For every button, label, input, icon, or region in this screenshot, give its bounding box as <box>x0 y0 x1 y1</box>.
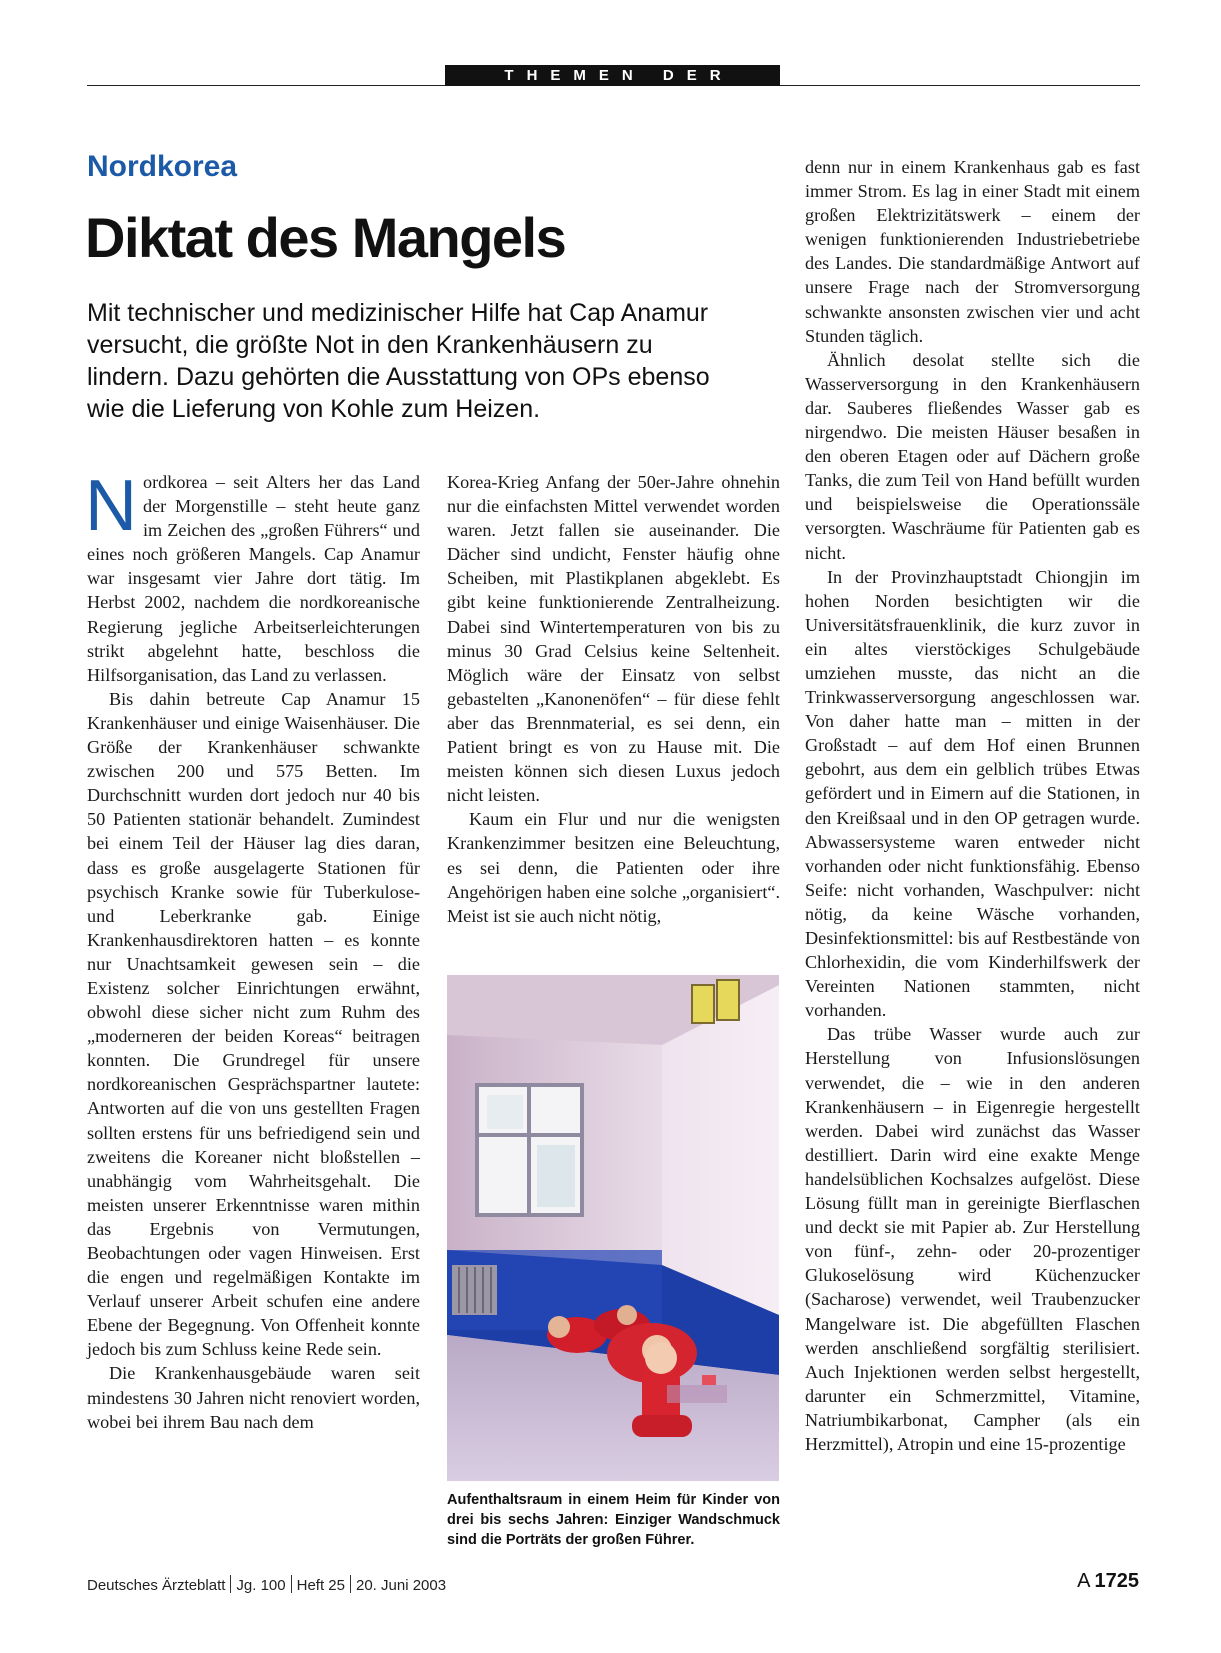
paragraph: Die Krankenhausgebäude waren seit mindestens 30 Jahren nicht renoviert worden, wobei bei ihrem Bau nach dem <box>87 1363 420 1432</box>
article-photo <box>447 975 779 1481</box>
footer-citation <box>87 1575 446 1594</box>
volume: Jg. 100 <box>236 1577 286 1594</box>
text-column-1 <box>85 466 420 1434</box>
article-kicker: Nordkorea <box>87 150 238 183</box>
text-column-3 <box>805 155 1140 1456</box>
paragraph: In der Provinzhauptstadt Chiongjin im hohen Norden besichtigten wir die Universitätsfrauenklinik, die kurz zuvor in ein altes vierstöckiges Schulgebäude umziehen musste, das nicht an die Trinkwasserversorgung angeschlossen war. Von daher hatte man – mitten in der Großstadt – auf dem Hof einen Brunnen gebohrt, aus dem ein gelblich trübes Etwas gefördert und in Eimern auf die Stationen, in den Kreißsaal und in den OP getragen wurde. Abwassersysteme waren entweder nicht vorhanden oder nicht funktionsfähig. Ebenso Seife: nicht vorhanden, Waschpulver: nicht nötig, da keine Wäsche vorhanden, Desinfektionsmittel: bis auf Restbestände von Chlorhexidin, die vom Kinderhilfswerk der Vereinten Nationen stammten, nicht vorhanden. <box>805 566 1140 1021</box>
section-banner: THEMEN DER ZEIT <box>445 65 780 86</box>
page-prefix: A <box>1077 1570 1091 1592</box>
separator <box>230 1575 231 1593</box>
page-number-value: 1725 <box>1094 1570 1139 1592</box>
paragraph: denn nur in einem Krankenhaus gab es fast immer Strom. Es lag in einer Stadt mit einem großen Elektrizitätswerk – einem der wenigen funktionierenden Industriebetriebe des Landes. Die standardmäßige Antwort auf unsere Frage nach der Stromversorgung schwankte ansonsten zwischen vier und acht Stunden täglich. <box>805 157 1140 346</box>
issue-date: 20. Juni 2003 <box>356 1577 447 1594</box>
separator <box>350 1575 351 1593</box>
article-lead: Mit technischer und medizinischer Hilfe hat Cap Anamur versucht, die größte Not in den Krankenhäusern zu lindern. Dazu gehörten die Ausstattung von OPs ebenso wie die Lieferung von Kohle zum Heizen. <box>87 299 710 423</box>
drop-cap: N <box>85 466 137 546</box>
photo-caption: Aufenthaltsraum in einem Heim für Kinder von drei bis sechs Jahren: Einziger Wandschmuck sind die Porträts der großen Führer. <box>447 1492 780 1548</box>
page-number <box>1077 1570 1139 1593</box>
journal-name: Deutsches Ärzteblatt <box>87 1577 226 1594</box>
paragraph: Das trübe Wasser wurde auch zur Herstellung von Infusionslösungen verwendet, die – wie in den anderen Krankenhäusern – in Eigenregie hergestellt werden. Dabei wird zunächst das Wasser destilliert. Darin wird eine exakte Menge handelsüblichen Kochsalzes aufgelöst. Diese Lösung füllt man in gereinigte Bierflaschen und deckt sie mit Papier ab. Zur Herstellung von fünf-, zehn- oder 20-prozentiger Glukoselösung wird Küchenzucker (Sacharose) verwendet, weil Traubenzucker Mangelware ist. Die abgefüllten Flaschen werden anschließend sorgfältig sterilisiert. Auch Injektionen werden selbst hergestellt, darunter ein Schmerzmittel, Vitamine, Natriumbikarbonat, Campher (als ein Herzmittel), Atropin und eine 15-prozentige <box>805 1024 1140 1454</box>
issue: Heft 25 <box>296 1577 345 1594</box>
paragraph: Kaum ein Flur und nur die wenigsten Krankenzimmer besitzen eine Beleuchtung, es sei denn, die Patienten oder ihre Angehörigen haben eine solche „organisiert“. Meist ist sie auch nicht nötig, <box>447 809 780 926</box>
photo-children-room <box>447 975 779 1481</box>
paragraph: Korea-Krieg Anfang der 50er-Jahre ohnehin nur die einfachsten Mittel verwendet worden waren. Jetzt fallen sie auseinander. Die Dächer sind undicht, Fenster häufig ohne Scheiben, mit Plastikplanen abgeklebt. Es gibt keine funktionierende Zentralheizung. Dabei sind Wintertemperaturen von bis zu minus 30 Grad Celsius keine Seltenheit. Möglich wäre der Einsatz von selbst gebastelten „Kanonenöfen“ – für diese fehlt aber das Brennmaterial, es sei denn, ein Patient bringt es von zu Hause mit. Die meisten können sich diesen Luxus jedoch nicht leisten. <box>447 472 780 806</box>
text-column-2 <box>447 470 780 928</box>
paragraph: Bis dahin betreute Cap Anamur 15 Krankenhäuser und einige Waisenhäuser. Die Größe der Krankenhäuser schwankte zwischen 200 und 575 Betten. Im Durchschnitt wurden dort jedoch nur 40 bis 50 Patienten stationär behandelt. Zumindest bei einem Teil der Häuser lag dies daran, dass es große ausgelagerte Stationen für psychisch Kranke sowie für Tuberkulose- und Leberkranke gab. Einige Krankenhausdirektoren hatten – es konnte nur Unachtsamkeit gewesen sein – die Existenz solcher Einrichtungen erwähnt, obwohl diese sicher nicht zum Ruhm des „moderneren der beiden Koreas“ beitragen konnten. Die Grundregel für unsere nordkoreanischen Gesprächspartner lautete: Antworten auf die von uns gestellten Fragen sollten erstens für uns befriedigend sein und zweitens die Koreaner nicht bloßstellen – unabhängig vom Wahrheitsgehalt. Die meisten unserer Erkenntnisse waren mithin das Ergebnis von Vermutungen, Beobachtungen oder vagen Hinweisen. Erst die engen und regelmäßigen Kontakte im Verlauf unserer Arbeit schufen eine andere Ebene der Begegnung. Von Offenheit konnte jedoch bis zum Schluss keine Rede sein. <box>87 688 420 1360</box>
paragraph-text: ordkorea – seit Alters her das Land der Morgenstille – steht heute ganz im Zeichen des „großen Führers“ und eines noch größeren Mangels. Cap Anamur war insgesamt vier Jahre dort tätig. Im Herbst 2002, nachdem die nordkoreanische Regierung jegliche Arbeitserleichterungen strikt abgelehnt hatte, beschloss die Hilfsorganisation, das Land zu verlassen. <box>87 472 420 685</box>
paragraph <box>85 466 420 687</box>
separator <box>291 1575 292 1593</box>
article-headline: Diktat des Mangels <box>85 206 566 269</box>
paragraph: Ähnlich desolat stellte sich die Wasserversorgung in den Krankenhäusern dar. Sauberes fließendes Wasser gab es nirgendwo. Die meisten Häuser besaßen in den oberen Etagen oder auf Dächern große Tanks, die zum Teil von Hand befüllt wurden und beispielsweise die Operationssäle versorgten. Waschräume für Patienten gab es nicht. <box>805 349 1140 563</box>
